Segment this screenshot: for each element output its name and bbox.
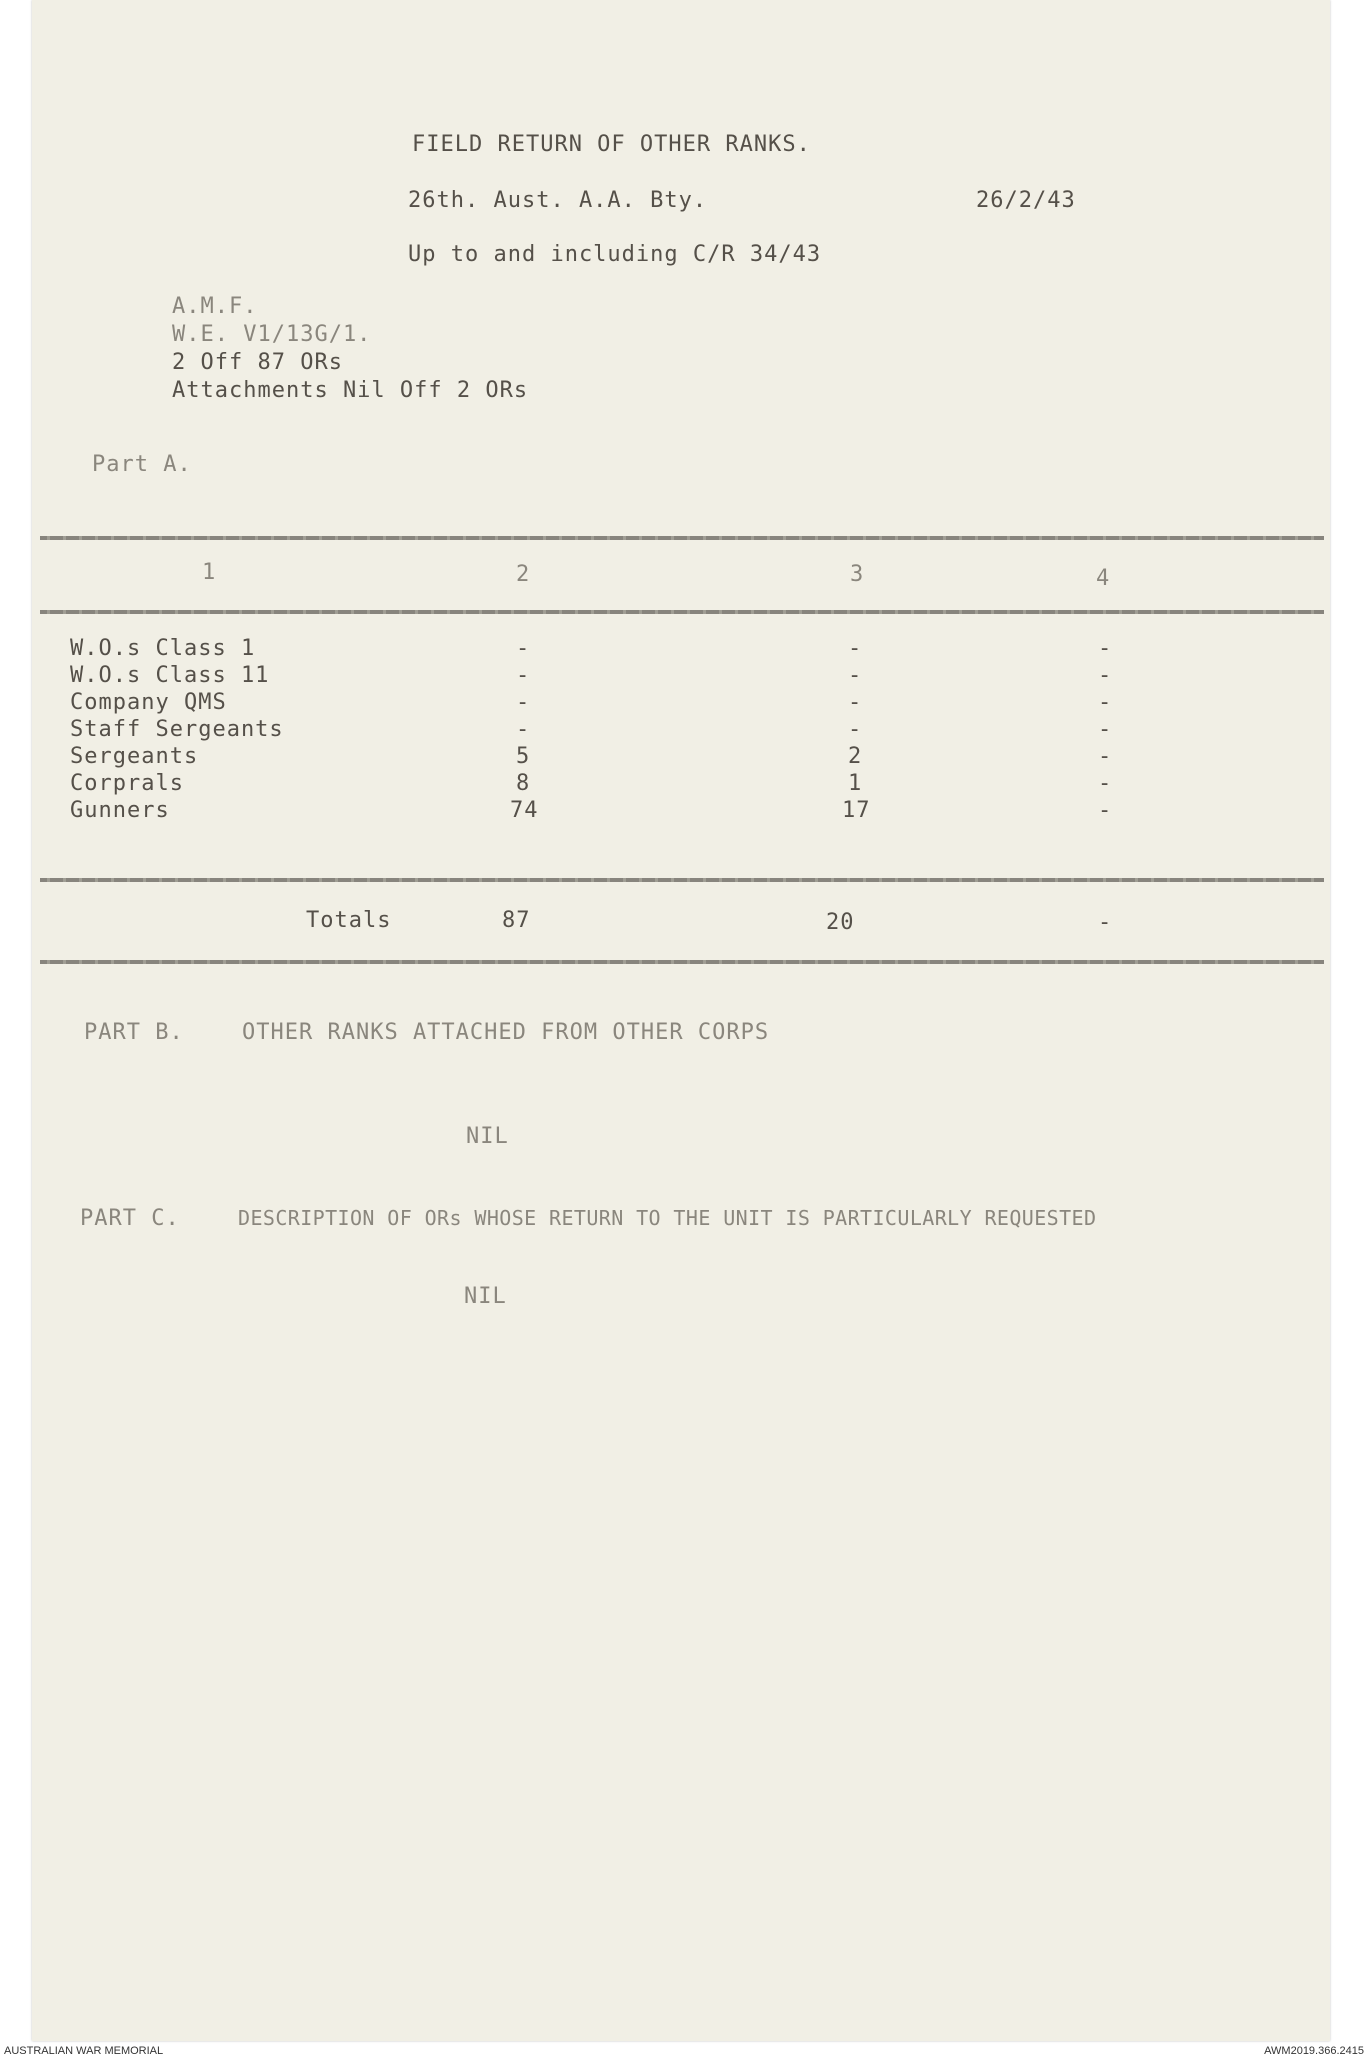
document-page (32, 0, 1330, 2041)
column-3-value: - (848, 636, 863, 661)
column-4-value: - (1098, 771, 1113, 796)
column-2-value: 5 (516, 744, 531, 769)
attachments-line: Attachments Nil Off 2 ORs (172, 378, 529, 403)
column-4-value: - (1098, 690, 1113, 715)
column-2-value: 74 (510, 798, 539, 823)
column-3-value: - (848, 717, 863, 742)
column-4-value: - (1098, 744, 1113, 769)
table-top-rule (40, 536, 1324, 540)
table-totals-rule (40, 878, 1324, 882)
column-2-value: - (516, 636, 531, 661)
part-b-title: OTHER RANKS ATTACHED FROM OTHER CORPS (242, 1020, 770, 1045)
column-4-value: - (1098, 717, 1113, 742)
column-header-4: 4 (1096, 566, 1111, 591)
column-2-value: - (516, 717, 531, 742)
column-4-value: - (1098, 636, 1113, 661)
footer-accession-number: AWM2019.366.2415 (1264, 2045, 1364, 2057)
document-date: 26/2/43 (976, 188, 1076, 213)
total-column-3: 20 (826, 910, 855, 935)
part-c-title: DESCRIPTION OF ORs WHOSE RETURN TO THE UNIT IS PARTICULARLY REQUESTED (238, 1206, 1097, 1230)
total-column-4: - (1098, 910, 1113, 935)
column-header-3: 3 (850, 562, 865, 587)
rank-label: Staff Sergeants (70, 717, 284, 742)
part-c-label: PART C. (80, 1206, 180, 1231)
rank-label: Company QMS (70, 690, 227, 715)
column-3-value: 17 (842, 798, 871, 823)
column-3-value: - (848, 690, 863, 715)
rank-label: Corprals (70, 771, 184, 796)
column-4-value: - (1098, 798, 1113, 823)
rank-label: W.O.s Class 11 (70, 663, 270, 688)
column-header-1: 1 (202, 560, 217, 585)
strength-line: 2 Off 87 ORs (172, 350, 343, 375)
column-2-value: - (516, 663, 531, 688)
column-4-value: - (1098, 663, 1113, 688)
part-b-label: PART B. (84, 1020, 184, 1045)
part-c-nil: NIL (464, 1284, 507, 1309)
column-header-2: 2 (516, 562, 531, 587)
column-3-value: - (848, 663, 863, 688)
part-b-nil: NIL (466, 1124, 509, 1149)
rank-label: Gunners (70, 798, 170, 823)
column-3-value: 1 (848, 771, 863, 796)
rank-label: W.O.s Class 1 (70, 636, 256, 661)
column-3-value: 2 (848, 744, 863, 769)
table-header-rule (40, 610, 1324, 614)
column-2-value: - (516, 690, 531, 715)
table-bottom-rule (40, 960, 1324, 964)
unit-name: 26th. Aust. A.A. Bty. (408, 188, 708, 213)
footer-institution: AUSTRALIAN WAR MEMORIAL (4, 2045, 164, 2057)
amf-line: A.M.F. (172, 294, 258, 319)
part-a-label: Part A. (92, 452, 192, 477)
totals-label: Totals (306, 908, 392, 933)
rank-label: Sergeants (70, 744, 199, 769)
total-column-2: 87 (502, 908, 531, 933)
up-to-line: Up to and including C/R 34/43 (408, 242, 822, 267)
document-title: FIELD RETURN OF OTHER RANKS. (412, 132, 811, 157)
column-2-value: 8 (516, 771, 531, 796)
war-establishment-line: W.E. V1/13G/1. (172, 322, 372, 347)
